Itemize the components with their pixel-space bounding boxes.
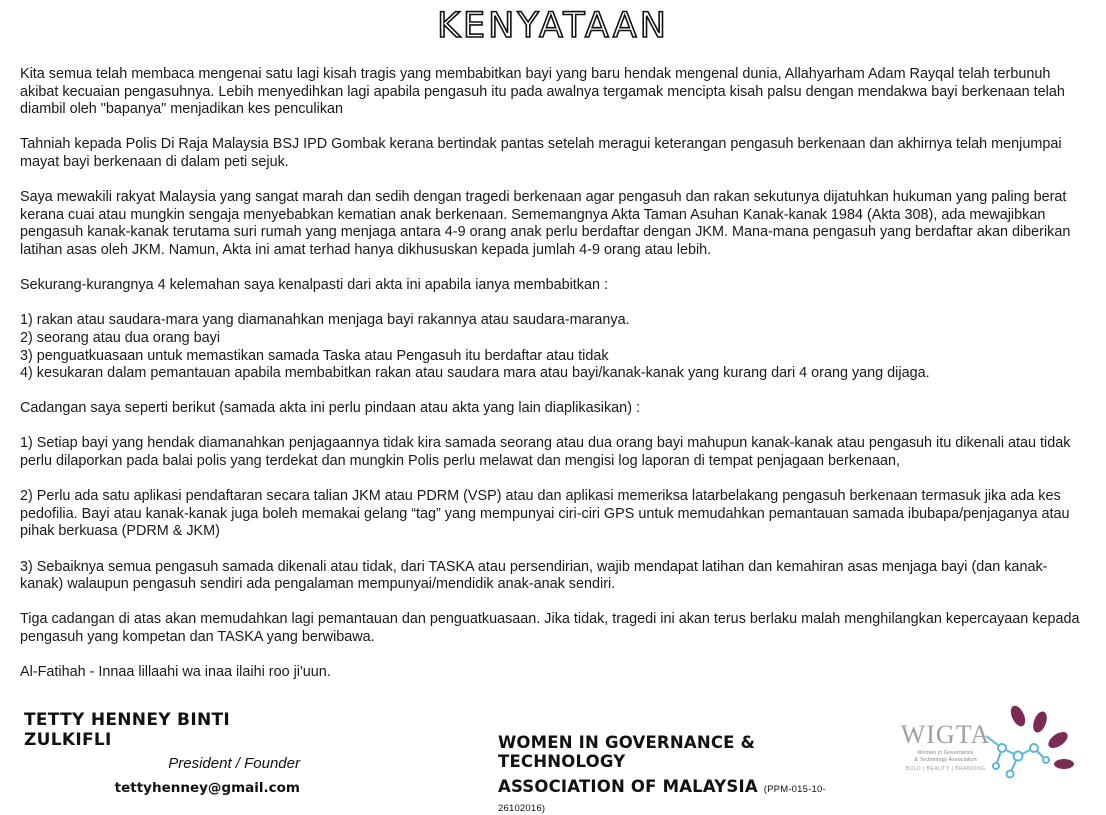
organization-name-line2: ASSOCIATION OF MALAYSIA — [498, 777, 758, 796]
paragraph-proposals-intro: Cadangan saya seperti berikut (samada akta ini perlu pindaan atau akta yang lain diaplikasikan) : — [20, 400, 640, 417]
signatory-name: TETTY HENNEY BINTI ZULKIFLI — [24, 710, 230, 750]
proposal-2: 2) Perlu ada satu aplikasi pendaftaran secara talian JKM atau PDRM (VSP) atau dan aplikasi memeriksa latarbelakang pengasuh berkenaan termasuk jika ada kes pedofilia. Bayi atau kanak-kanak juga boleh memakai gelang “tag” yang mempunyai ciri-ciri GPS untuk memudahkan pemantauan samada ibubapa/penjaganya atau pihak berkuasa (PDRM & JKM) — [20, 488, 1070, 540]
paragraph-conclusion: Tiga cadangan di atas akan memudahkan lagi pemantauan dan penguatkuasaan. Jika tidak, tragedi ini akan terus berlaku malah menghilangkan kepercayaan kepada pengasuh yang kompetan dan TASKA yang berwibawa. — [20, 611, 1080, 645]
organization-registration: (PPM-015-10-26102016) — [498, 784, 826, 814]
statement-body — [20, 66, 1086, 699]
logo-fullname-1: Women in Governance — [917, 750, 974, 756]
logo-fullname-2: & Technology Association — [914, 757, 977, 763]
signatory-block — [24, 710, 300, 796]
logo-acronym: WIGTA — [900, 720, 991, 749]
signatory-email[interactable]: tettyhenney@gmail.com — [114, 780, 300, 796]
logo-tagline: BOLD | BEAUTY | BRANDING — [905, 766, 986, 772]
signatory-role: President / Founder — [168, 755, 300, 772]
paragraph-congrats: Tahniah kepada Polis Di Raja Malaysia BSJ IPD Gombak kerana bertindak pantas setelah meragui keterangan pengasuh berkenaan dan akhirnya telah menjumpai mayat bayi berkenaan di dalam peti sejuk. — [20, 136, 1062, 170]
proposal-3: 3) Sebaiknya semua pengasuh samada dikenali atau tidak, dari TASKA atau persendirian, wajib mendapat latihan dan kemahiran asas menjaga bayi (dan kanak-kanak) walaupun pengasuh sendiri ada pengalaman mempunyai/mendidik anak-anak sendiri. — [20, 558, 1048, 593]
organization-block — [498, 733, 868, 815]
weaknesses-list: 1) rakan atau saudara-mara yang diamanahkan menjaga bayi rakannya atau saudara-maranya. 2) seorang atau dua orang bayi 3) penguatkuasaan untuk memastikan samada Taska atau Pengasuh itu berdaftar atau tidak 4) kesukaran dalam pemantauan apabila membabitkan rakan atau saudara mara atau bayi/kanak-kanak yang kurang dari 4 orang yang dijaga. — [20, 312, 930, 382]
organization-name-line1: WOMEN IN GOVERNANCE & TECHNOLOGY — [498, 733, 756, 771]
paragraph-alfatihah: Al-Fatihah - Innaa lillaahi wa inaa ilaihi roo ji'uun. — [20, 664, 331, 681]
document-title: KENYATAAN — [437, 6, 669, 46]
paragraph-representation: Saya mewakili rakyat Malaysia yang sangat marah dan sedih dengan tragedi berkenaan agar pengasuh dan rakan sekutunya dijatuhkan hukuman yang paling berat kerana cuai atau mungkin sengaja menyebabkan kematian anak berkenaan. Sememangnya Akta Taman Asuhan Kanak-kanak 1984 (Akta 308), ada mewajibkan pengasuh kanak-kanak terutama suri rumah yang menjaga antara 4-9 orang anak perlu berdaftar dengan JKM. Mana-mana pengasuh yang berdaftar akan diberikan latihan asas oleh JKM. Namun, Akta ini amat terhad hanya dikhususkan kepada jumlah 4-9 orang atau lebih. — [20, 189, 1071, 258]
wigta-logo — [878, 698, 1088, 790]
paragraph-intro: Kita semua telah membaca mengenai satu lagi kisah tragis yang membabitkan bayi yang baru hendak mengenal dunia, Allahyarham Adam Rayqal telah terbunuh akibat kecuaian pengasuhnya. Lebih menyedihkan lagi apabila pengasuh itu pada awalnya tergamak mencipta kisah palsu dengan mendakwa bayi berkenaan telah diambil oleh "bapanya" menjadikan kes penculikan — [20, 66, 1065, 118]
proposal-1: 1) Setiap bayi yang hendak diamanahkan penjagaannya tidak kira samada seorang atau dua orang bayi mahupun kanak-kanak atau pengasuh itu dikenali atau tidak perlu dilaporkan pada balai polis yang terdekat dan mungkin Polis perlu melawat dan mengisi log laporan di tempat penjagaan berkenaan, — [20, 435, 1071, 470]
paragraph-weaknesses-intro: Sekurang-kurangnya 4 kelemahan saya kenalpasti dari akta ini apabila ianya membabitkan : — [20, 277, 608, 294]
